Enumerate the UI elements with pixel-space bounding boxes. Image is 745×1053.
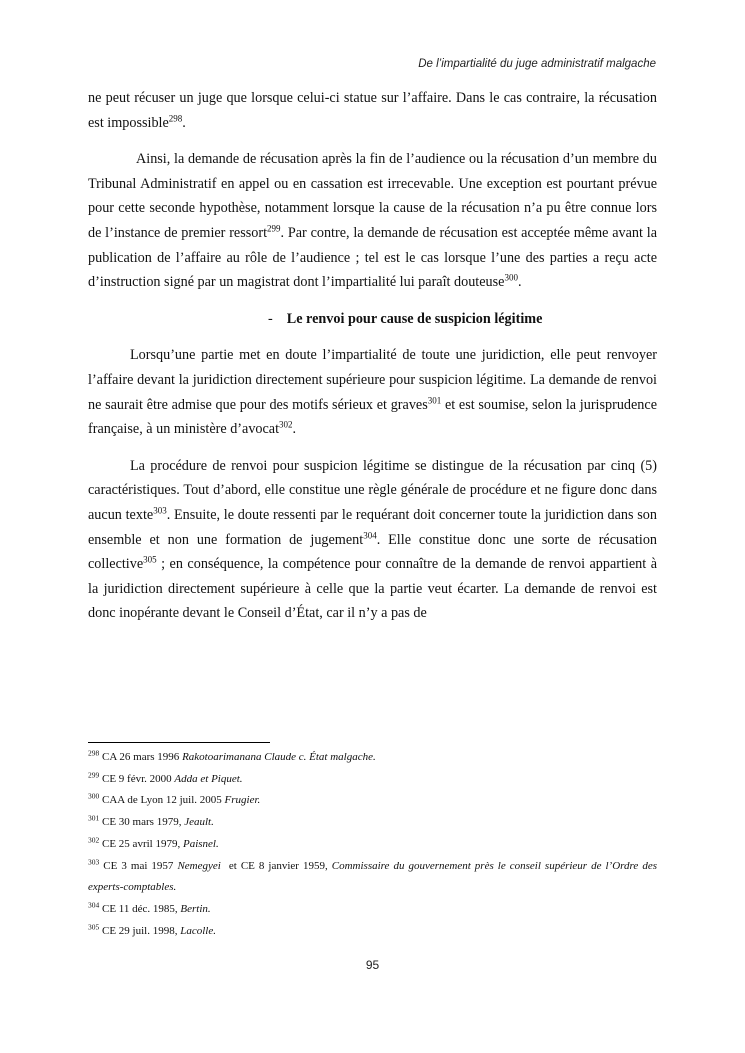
footnote-301: $^{301}$ CE 30 mars 1979, Jeault. [88, 813, 214, 829]
footnotes [88, 742, 657, 942]
running-header: De l’impartialité du juge administratif malgache [418, 58, 656, 70]
footnote-separator [88, 742, 270, 743]
footnote-299: $^{299}$ CE 9 févr. 2000 Adda et Piquet. [88, 770, 243, 785]
footnote-ref-300[interactable]: 300 [504, 272, 518, 283]
paragraph-1: ne peut récuser un juge que lorsque celui-ci statue sur l’affaire. Dans le cas contraire, la récusation est impossible$^{298}$. [88, 90, 657, 131]
footnote-ref-302[interactable]: 302 [279, 419, 293, 430]
footnote-ref-299[interactable]: 299 [267, 223, 281, 234]
main-text [88, 86, 657, 626]
footnote-304: $^{304}$ CE 11 déc. 1985, Bertin. [88, 900, 211, 915]
footnote-305: $^{305}$ CE 29 juil. 1998, Lacolle. [88, 921, 216, 937]
paragraph-3: Lorsqu’une partie met en doute l’impartialité de toute une juridiction, elle peut renvoyer l’affaire devant la juridiction directement supérieure pour suspicion légitime. La demande de renvoi ne saurait être admise que pour des motifs sérieux et graves$^{301}$ et est soumise, selon la jurisprudence française, à un ministère d’avocat$^{302}$. [88, 347, 657, 438]
section-subheading: - Le renvoi pour cause de suspicion légitime [268, 310, 543, 327]
paragraph-4: La procédure de renvoi pour suspicion légitime se distingue de la récusation par cinq (5) caractéristiques. Tout d’abord, elle constitue une règle générale de procédure et ne figure donc dans aucun texte$^{303}$. Ensuite, le doute ressenti par le requérant doit concerner toute la juridiction dans son ensemble et non une formation de jugement$^{304}$. Elle constitue donc une sorte de récusation collective$^{305}$ ; en conséquence, la compétence pour connaître de la demande de renvoi appartient à la juridiction directement supérieure à celle que la partie veut écarter. La demande de renvoi est donc inopérante devant le Conseil d’État, car il n’y a pas de [88, 457, 658, 622]
footnote-ref-303[interactable]: 303 [153, 505, 167, 516]
footnote-303: $^{303}$ CE 3 mai 1957 Nemegyei et CE 8 janvier 1959, Commissaire du gouvernement près le conseil supérieur de l’Ordre des experts-comptables. [88, 856, 657, 894]
page-number: 95 [365, 958, 380, 972]
footnote-ref-305[interactable]: 305 [143, 554, 157, 565]
footnote-302: $^{302}$ CE 25 avril 1979, Paisnel. [88, 835, 219, 850]
footnote-ref-301[interactable]: 301 [427, 394, 442, 405]
footnote-ref-298[interactable]: 298 [168, 112, 183, 123]
footnote-300: $^{300}$ CAA de Lyon 12 juil. 2005 Frugier. [88, 791, 261, 807]
footnote-ref-304[interactable]: 304 [363, 529, 377, 540]
paragraph-2: Ainsi, la demande de récusation après la fin de l’audience ou la récusation d’un membre du Tribunal Administratif en appel ou en cassation est irrecevable. Une exception est pourtant prévue pour cette seconde hypothèse, notamment lorsque la cause de la récusation n’a pu être connue lors de l’instance de premier ressort$^{299}$. Par contre, la demande de récusation est acceptée même avant la publication de l’affaire au rôle de l’audience ; tel est le cas lorsque l’une des parties a reçu acte d’instruction signé par un magistrat dont l’impartialité lui paraît douteuse$^{300}$. [88, 151, 657, 291]
footnote-298: $^{298}$ CA 26 mars 1996 Rakotoarimanana Claude c. État malgache. [88, 748, 376, 763]
